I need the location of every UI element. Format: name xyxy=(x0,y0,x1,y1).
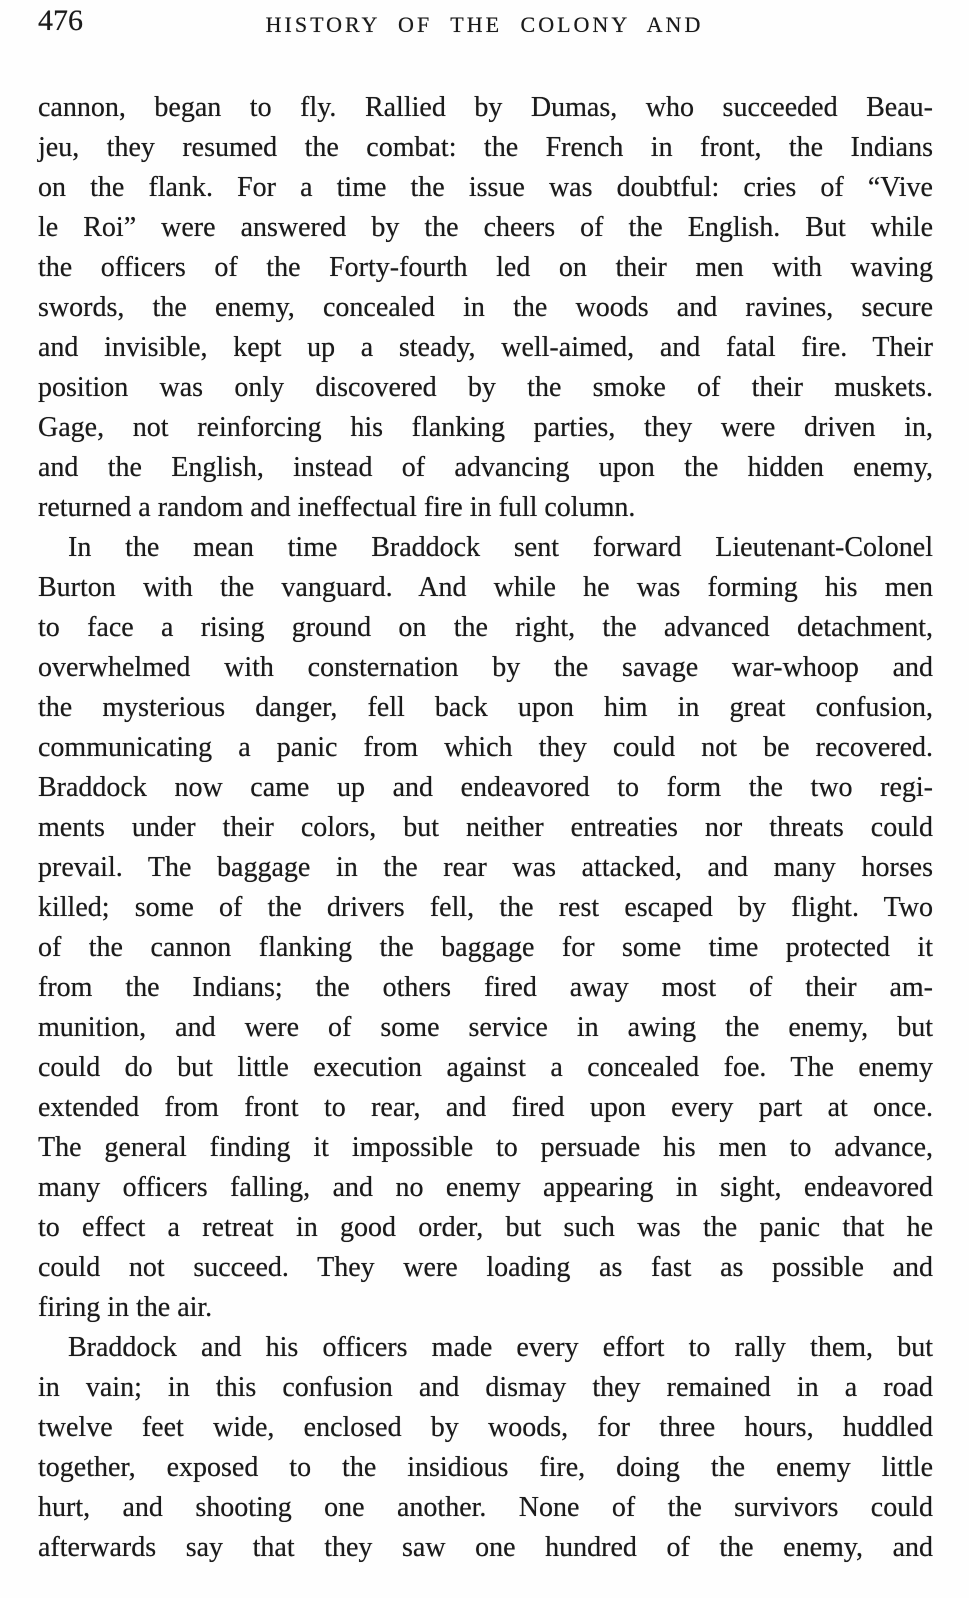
text-line: Braddock and his officers made every effort to rally them, but xyxy=(68,1332,933,1363)
text-line: firing in the air. xyxy=(38,1292,213,1323)
running-header: HISTORY OF THE COLONY AND xyxy=(265,12,704,37)
text-line: Gage, not reinforcing his flanking parties, they were driven in, xyxy=(38,412,933,443)
text-line: prevail. The baggage in the rear was attacked, and many horses xyxy=(38,852,933,883)
text-line: position was only discovered by the smoke of their muskets. xyxy=(38,372,933,403)
paragraph xyxy=(38,1328,933,1568)
text-line: jeu, they resumed the combat: the French in front, the Indians xyxy=(38,132,933,163)
text-line: could do but little execution against a concealed foe. The enemy xyxy=(38,1052,933,1083)
text-line: Braddock now came up and endeavored to form the two regi- xyxy=(38,772,933,803)
text-line: swords, the enemy, concealed in the woods and ravines, secure xyxy=(38,292,933,323)
text-line: to effect a retreat in good order, but such was the panic that he xyxy=(38,1212,933,1243)
text-line: to face a rising ground on the right, the advanced detachment, xyxy=(38,612,933,643)
text-line: overwhelmed with consternation by the savage war-whoop and xyxy=(38,652,933,683)
text-line: killed; some of the drivers fell, the rest escaped by flight. Two xyxy=(38,892,933,923)
text-line: afterwards say that they saw one hundred of the enemy, and xyxy=(38,1532,933,1563)
text-line: le Roi” were answered by the cheers of the English. But while xyxy=(38,212,933,243)
text-line: and the English, instead of advancing upon the hidden enemy, xyxy=(38,452,933,483)
text-line: many officers falling, and no enemy appearing in sight, endeavored xyxy=(38,1172,933,1203)
text-line: cannon, began to fly. Rallied by Dumas, who succeeded Beau- xyxy=(38,92,933,123)
text-line: on the flank. For a time the issue was doubtful: cries of “Vive xyxy=(38,172,933,203)
text-line: In the mean time Braddock sent forward Lieutenant-Colonel xyxy=(68,532,933,563)
text-line: the officers of the Forty-fourth led on their men with waving xyxy=(38,252,933,283)
text-line: Burton with the vanguard. And while he was forming his men xyxy=(38,572,933,603)
text-line: could not succeed. They were loading as fast as possible and xyxy=(38,1252,933,1283)
text-line: extended from front to rear, and fired upon every part at once. xyxy=(38,1092,933,1123)
page-header xyxy=(0,0,969,54)
text-line: twelve feet wide, enclosed by woods, for three hours, huddled xyxy=(38,1412,933,1443)
text-line: communicating a panic from which they could not be recovered. xyxy=(38,732,933,763)
page-number: 476 xyxy=(38,4,83,37)
text-line: hurt, and shooting one another. None of the survivors could xyxy=(38,1492,933,1523)
text-line: together, exposed to the insidious fire, doing the enemy little xyxy=(38,1452,933,1483)
text-line: from the Indians; the others fired away most of their am- xyxy=(38,972,933,1003)
body-text xyxy=(38,88,933,1568)
paragraph xyxy=(38,528,933,1328)
text-line: of the cannon flanking the baggage for some time protected it xyxy=(38,932,933,963)
text-line: ments under their colors, but neither entreaties nor threats could xyxy=(38,812,933,843)
text-line: returned a random and ineffectual fire in full column. xyxy=(38,492,636,523)
text-line: the mysterious danger, fell back upon him in great confusion, xyxy=(38,692,933,723)
text-line: The general finding it impossible to persuade his men to advance, xyxy=(38,1132,933,1163)
text-line: in vain; in this confusion and dismay they remained in a road xyxy=(38,1372,933,1403)
paragraph xyxy=(38,88,933,528)
text-line: and invisible, kept up a steady, well-aimed, and fatal fire. Their xyxy=(38,332,933,363)
text-line: munition, and were of some service in awing the enemy, but xyxy=(38,1012,933,1043)
